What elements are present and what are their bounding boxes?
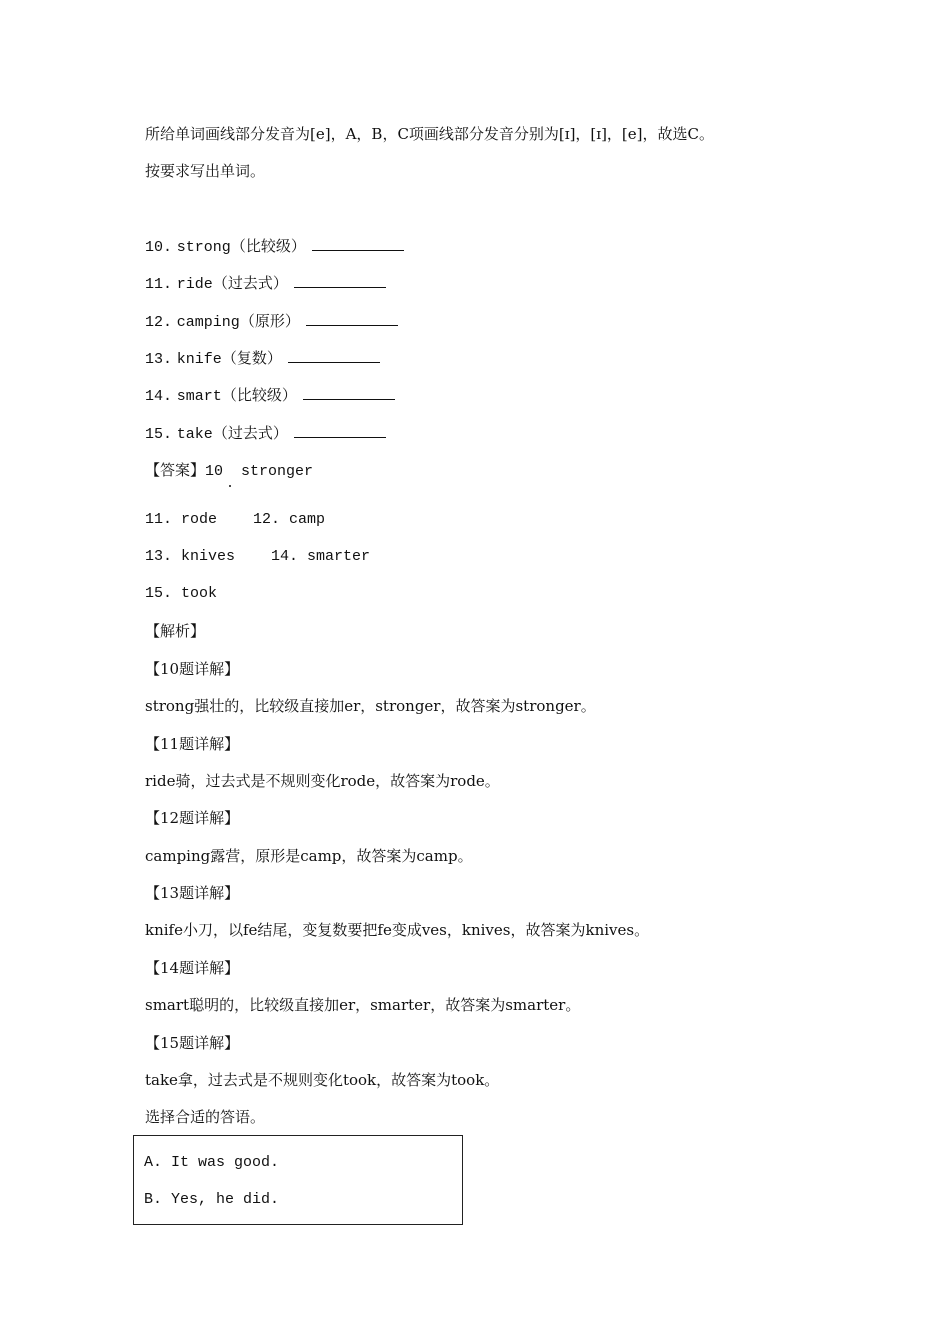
question-word: strong [176, 239, 231, 256]
detail-text-15: take拿，过去式是不规则变化took，故答案为took。 [145, 1071, 500, 1089]
answer-blank[interactable] [306, 311, 398, 326]
answer-row-1: 11. rode 12. camp [145, 511, 326, 528]
question-number: 13. [145, 351, 173, 368]
answer-row-2: 13. knives 14. smarter [145, 548, 371, 565]
question-hint: （原形） [239, 312, 300, 330]
question-10 [145, 236, 404, 258]
detail-text-10: strong强壮的，比较级直接加er，stronger，故答案为stronger。 [145, 697, 596, 715]
detail-title-14: 【14题详解】 [145, 959, 240, 977]
sub-dot [229, 485, 231, 487]
option-a: A. It was good. [144, 1154, 280, 1171]
intro-explanation: 所给单词画线部分发音为[e]，A，B，C项画线部分发音分别为[ɪ]，[ɪ]，[e]，故选C。 [145, 125, 714, 143]
question-number: 14. [145, 388, 173, 405]
answer-blank[interactable] [294, 273, 386, 288]
question-hint: （比较级） [230, 237, 306, 255]
question-word: knife [176, 351, 222, 368]
detail-text-13: knife小刀，以fe结尾，变复数要把fe变成ves，knives，故答案为knives。 [145, 921, 650, 939]
answer-blank[interactable] [288, 348, 380, 363]
section-instruction: 按要求写出单词。 [145, 162, 266, 180]
question-number: 11. [145, 276, 173, 293]
detail-title-13: 【13题详解】 [145, 884, 240, 902]
detail-title-11: 【11题详解】 [145, 735, 240, 753]
analysis-label: 【解析】 [145, 622, 206, 640]
options-box [133, 1135, 463, 1225]
question-word: smart [176, 388, 222, 405]
question-15 [145, 423, 386, 445]
question-number: 15. [145, 426, 173, 443]
question-hint: （比较级） [221, 386, 297, 404]
detail-title-10: 【10题详解】 [145, 660, 240, 678]
question-number: 12. [145, 314, 173, 331]
answer-heading [145, 460, 313, 482]
question-number: 10. [145, 239, 173, 256]
detail-text-14: smart聪明的，比较级直接加er，smarter，故答案为smarter。 [145, 996, 581, 1014]
option-b: B. Yes, he did. [144, 1191, 280, 1208]
answer-row-3: 15. took [145, 585, 218, 602]
detail-text-12: camping露营，原形是camp，故答案为camp。 [145, 847, 473, 865]
question-11 [145, 273, 386, 295]
answer-10: 10 stronger [205, 463, 314, 480]
question-14 [145, 385, 395, 407]
question-13 [145, 348, 380, 370]
question-hint: （过去式） [212, 424, 288, 442]
answer-label: 【答案】 [145, 461, 206, 479]
answer-blank[interactable] [303, 385, 395, 400]
question-hint: （复数） [221, 349, 282, 367]
question-word: ride [176, 276, 213, 293]
detail-title-15: 【15题详解】 [145, 1034, 240, 1052]
detail-title-12: 【12题详解】 [145, 809, 240, 827]
detail-text-11: ride骑，过去式是不规则变化rode，故答案为rode。 [145, 772, 500, 790]
section2-instruction: 选择合适的答语。 [145, 1108, 266, 1126]
question-12 [145, 311, 398, 333]
answer-blank[interactable] [312, 236, 404, 251]
answer-blank[interactable] [294, 423, 386, 438]
question-word: take [176, 426, 213, 443]
question-hint: （过去式） [212, 274, 288, 292]
question-word: camping [176, 314, 240, 331]
